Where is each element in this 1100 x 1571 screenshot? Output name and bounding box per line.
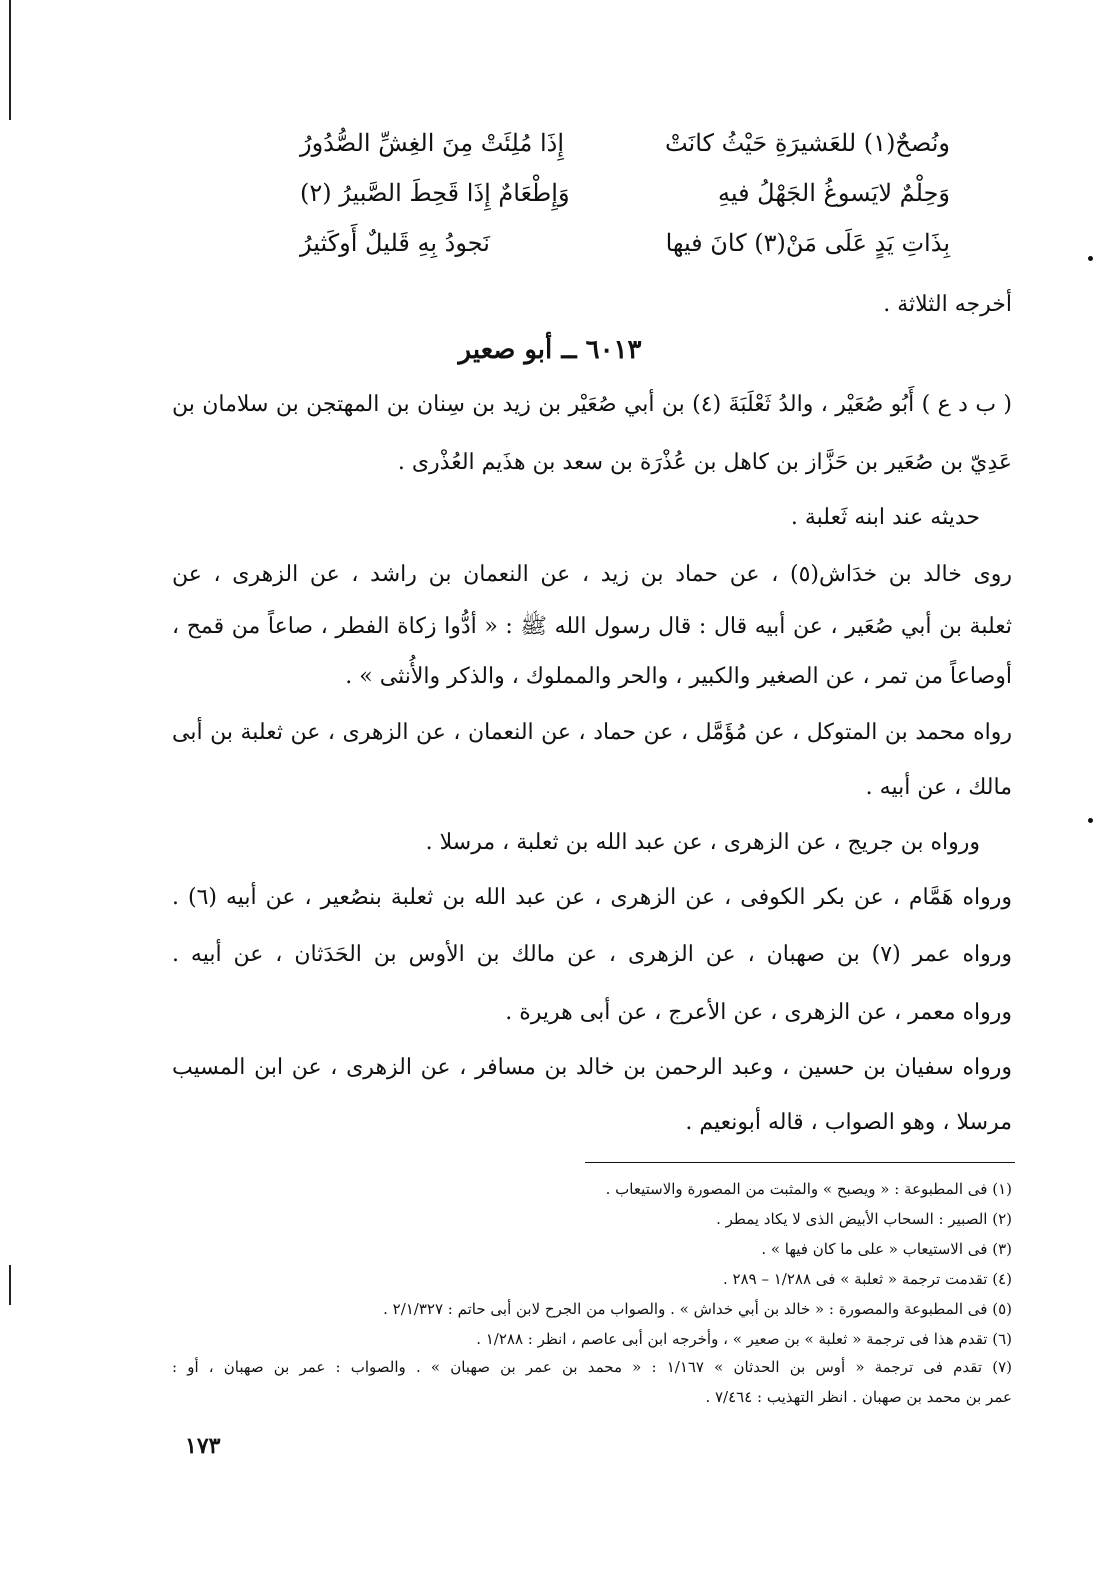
poem-verse [300,168,950,218]
text-line: ورواه بن جريج ، عن الزهرى ، عن عبد الله بن ثعلبة ، مرسلا . [425,830,980,855]
footnote-separator [585,1162,1015,1163]
poem-verse [300,118,950,168]
text-line: عَدِيّ بن صُعَير بن حَزَّاز بن كاهل بن عُذْرَة بن سعد بن هذَيم العُذْرى . [397,450,1012,475]
footnote: (١) فى المطبوعة : « ويصبح » والمثبت من المصورة والاستيعاب . [605,1180,1012,1198]
footnote: (٣) فى الاستيعاب « على ما كان فيها » . [761,1240,1012,1258]
poem-hemistich: ونُصحٌ(١) للعَشيرَةِ حَيْثُ كانَتْ [664,129,950,157]
text-line: ورواه سفيان بن حسين ، وعبد الرحمن بن خالد بن مسافر ، عن الزهرى ، عن ابن المسيب [172,1055,1012,1080]
text-line: ورواه معمر ، عن الزهرى ، عن الأعرج ، عن أبى هريرة . [505,1000,1012,1025]
footnote: (٥) فى المطبوعة والمصورة : « خالد بن أبي خداش » . والصواب من الجرح لابن أبى حاتم : ٢/١/٣٢٧ . [383,1300,1012,1318]
scan-dot [1088,818,1093,823]
poem-hemistich: وَحِلْمٌ لايَسوغُ الجَهْلُ فيهِ [717,179,950,207]
poem-hemistich: بِذَاتِ يَدٍ عَلَى مَنْ(٣) كانَ فيها [665,229,950,257]
text-line: ورواه هَمَّام ، عن بكر الكوفى ، عن الزهرى ، عن عبد الله بن ثعلبة بنصُعير ، عن أبيه (٦) . [172,885,1012,910]
footnote: (٧) تقدم فى ترجمة « أوس بن الحدثان » ١/١٦٧ : « محمد بن عمر بن صهبان » . والصواب : عمر بن صهبان ، أو : [172,1358,1012,1376]
footnote: (٤) تقدمت ترجمة « ثعلبة » فى ١/٢٨٨ – ٢٨٩ . [722,1270,1012,1288]
scan-edge-line [9,1265,11,1305]
entry-heading: ٦٠١٣ ــ أبو صعير [458,335,642,365]
text-line: ثعلبة بن أبي صُعَير ، عن أبيه قال : قال رسول الله ﷺ : « أدُّوا زكاة الفطر ، صاعاً من قمح ، [172,614,1012,639]
source-note: أخرجه الثلاثة . [883,292,1012,317]
footnote: عمر بن محمد بن صهبان . انظر التهذيب : ٧/٤٦٤ . [705,1388,1012,1406]
text-line: مرسلا ، وهو الصواب ، قاله أبونعيم . [685,1110,1012,1135]
poem-hemistich: إِذَا مُلِئَتْ مِنَ الغِشِّ الصُّدُورُ [300,129,564,157]
text-line: مالك ، عن أبيه . [865,775,1012,800]
page-number: ١٧٣ [185,1433,221,1459]
text-line: ( ب د ع ) أَبُو صُعَيْر ، والدُ ثَعْلَبَةَ (٤) بن أبي صُعَيْر بن زيد بن سِنان بن المهتجن بن سلامان بن [172,392,1013,417]
text-line: أوصاعاً من تمر ، عن الصغير والكبير ، والحر والمملوك ، والذكر والأُنثى » . [345,664,1012,689]
poem-verse [300,218,950,268]
scan-edge-line [9,0,11,120]
scan-dot [1088,256,1093,261]
footnote: (٢) الصبير : السحاب الأبيض الذى لا يكاد يمطر . [716,1210,1012,1228]
poem-hemistich: نَجودُ بِهِ قَليلٌ أَوكَثيرُ [300,229,490,257]
text-line: روى خالد بن خدَاش(٥) ، عن حماد بن زيد ، عن النعمان بن راشد ، عن الزهرى ، عن [172,562,1012,587]
poem [300,118,950,268]
text-line: ورواه عمر (٧) بن صهبان ، عن الزهرى ، عن مالك بن الأوس بن الحَدَثان ، عن أبيه . [172,942,1012,967]
footnote: (٦) تقدم هذا فى ترجمة « ثعلبة » بن صعير » ، وأخرجه ابن أبى عاصم ، انظر : ١/٢٨٨ . [476,1330,1012,1348]
poem-hemistich: وَإِطْعَامٌ إِذَا قَحِطَ الصَّبيرُ (٢) [300,179,570,207]
text-line: حديثه عند ابنه ثَعلبة . [790,505,980,530]
text-line: رواه محمد بن المتوكل ، عن مُؤَمَّل ، عن حماد ، عن النعمان ، عن الزهرى ، عن ثعلبة بن أبى [172,720,1012,745]
